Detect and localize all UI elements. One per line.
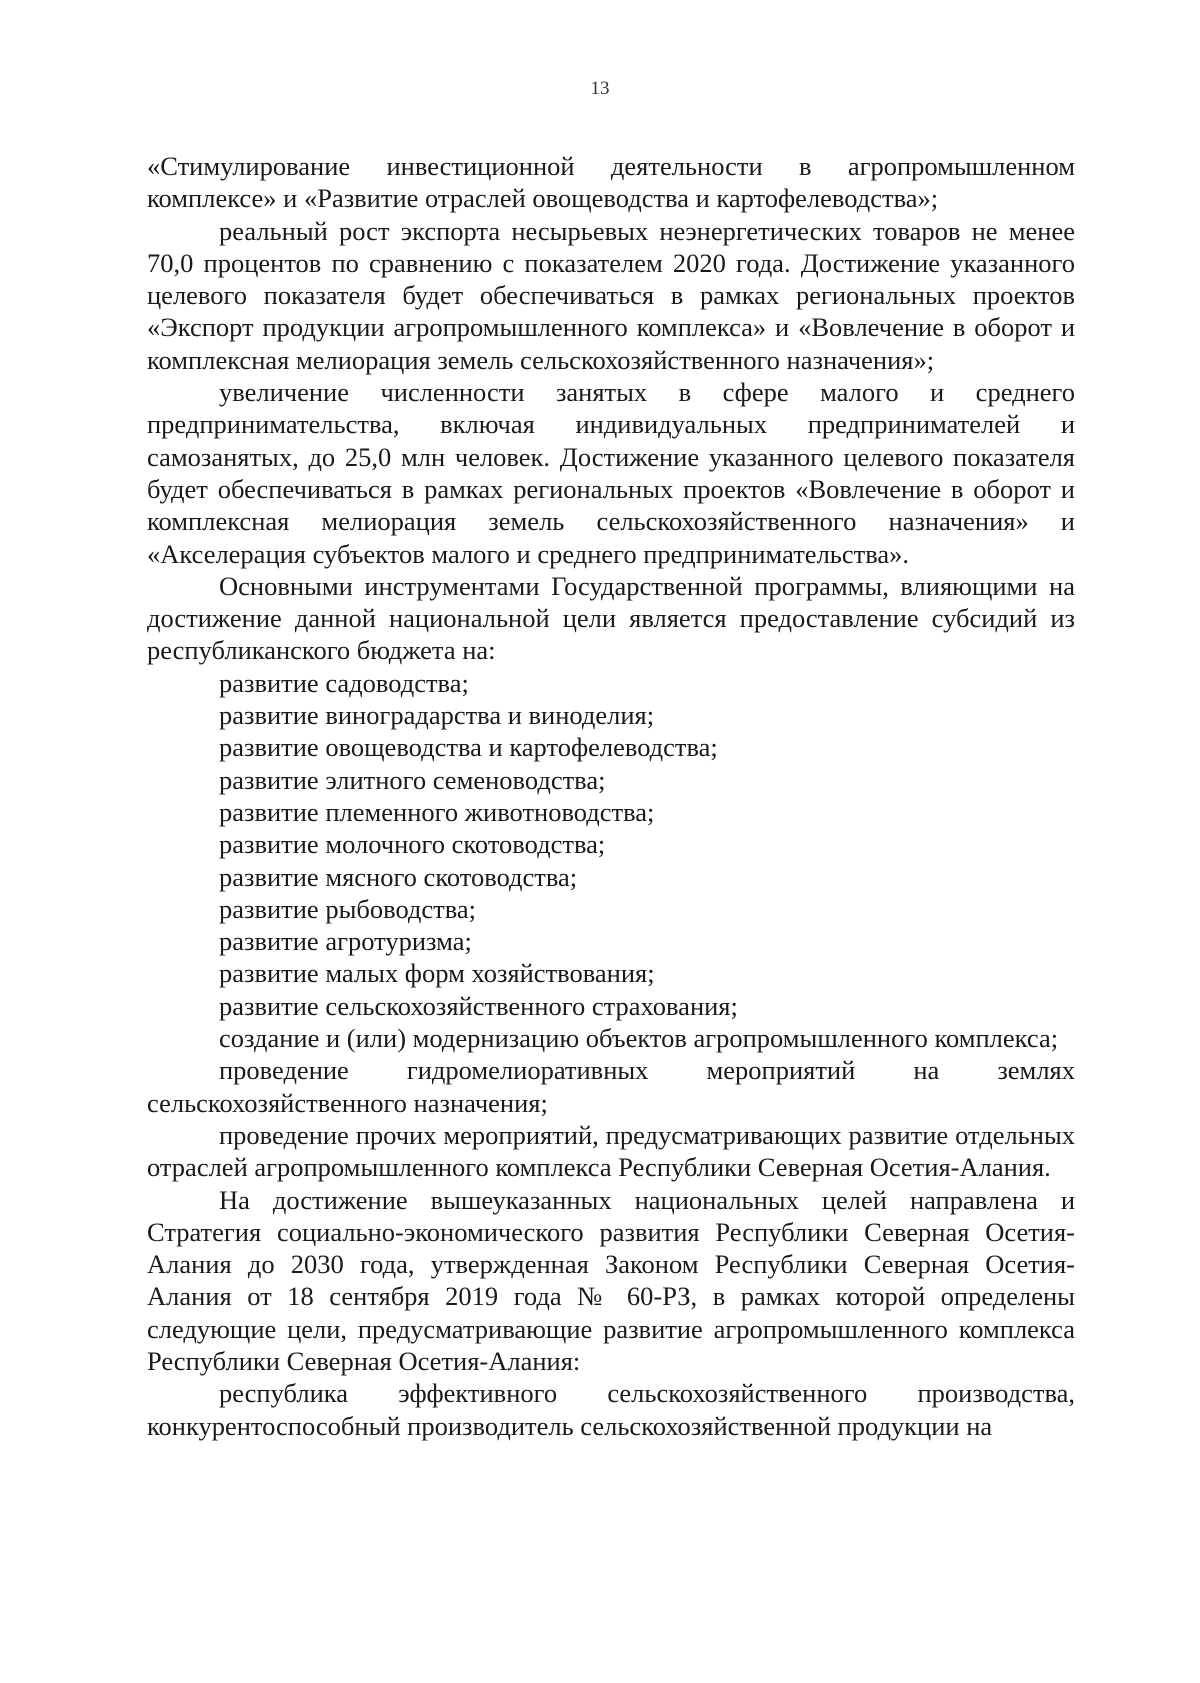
list-item: развитие мясного скотоводства; [219, 861, 578, 892]
paragraph: На достижение вышеуказанных национальных целей направлена и Стратегия социально-экономического развития Республики Северная Осетия-Алания до 2030 года, утвержденная Законом Республики Северная Осетия-Алания от 18 сентября 2019 года № 60-РЗ, в рамках которой определены следующие цели, предусматривающие развитие агропромышленного комплекса Республики Северная Осетия-Алания: [147, 1184, 1075, 1376]
list-item: развитие молочного скотоводства; [219, 829, 606, 860]
list-item: развитие элитного семеноводства; [219, 764, 606, 795]
list-item: развитие овощеводства и картофелеводства; [219, 732, 718, 763]
paragraph: республика эффективного сельскохозяйственного производства, конкурентоспособный производитель сельскохозяйственной продукции на [147, 1378, 1075, 1441]
list-item: развитие агротуризма; [219, 926, 472, 957]
subsidy-list [147, 667, 1075, 1022]
paragraph: увеличение численности занятых в сфере малого и среднего предпринимательства, включая индивидуальных предпринимателей и самозанятых, до 25,0 млн человек. Достижение указанного целевого показателя будет обеспечиваться в рамках региональных проектов «Вовлечение в оборот и комплексная мелиорация земель сельскохозяйственного назначения» и «Акселерация субъектов малого и среднего предпринимательства». [147, 377, 1075, 569]
list-item: развитие племенного животноводства; [219, 796, 655, 827]
paragraph: реальный рост экспорта несырьевых неэнергетических товаров не менее 70,0 процентов по сравнению с показателем 2020 года. Достижение указанного целевого показателя будет обеспечиваться в рамках региональных проектов «Экспорт продукции агропромышленного комплекса» и «Вовлечение в оборот и комплексная мелиорация земель сельскохозяйственного назначения»; [147, 215, 1075, 375]
list-item: развитие сельскохозяйственного страхования; [219, 990, 738, 1021]
paragraph: проведение прочих мероприятий, предусматривающих развитие отдельных отраслей агропромышленного комплекса Республики Северная Осетия-Алания. [147, 1119, 1075, 1183]
paragraph: Основными инструментами Государственной программы, влияющими на достижение данной национальной цели является предоставление субсидий из республиканского бюджета на: [147, 570, 1075, 666]
list-item: развитие рыбоводства; [219, 893, 477, 924]
paragraph: «Стимулирование инвестиционной деятельности в агропромышленном комплексе» и «Развитие отраслей овощеводства и картофелеводства»; [147, 151, 1075, 214]
paragraph: создание и (или) модернизацию объектов агропромышленного комплекса; [219, 1023, 1059, 1054]
list-item: развитие садоводства; [219, 667, 469, 698]
paragraph: проведение гидромелиоративных мероприятий на землях сельскохозяйственного назначения; [147, 1055, 1075, 1118]
page-number: 13 [590, 78, 610, 99]
document-body [147, 150, 1075, 1442]
list-item: развитие малых форм хозяйствования; [219, 958, 655, 989]
list-item: развитие виноградарства и виноделия; [219, 700, 655, 731]
